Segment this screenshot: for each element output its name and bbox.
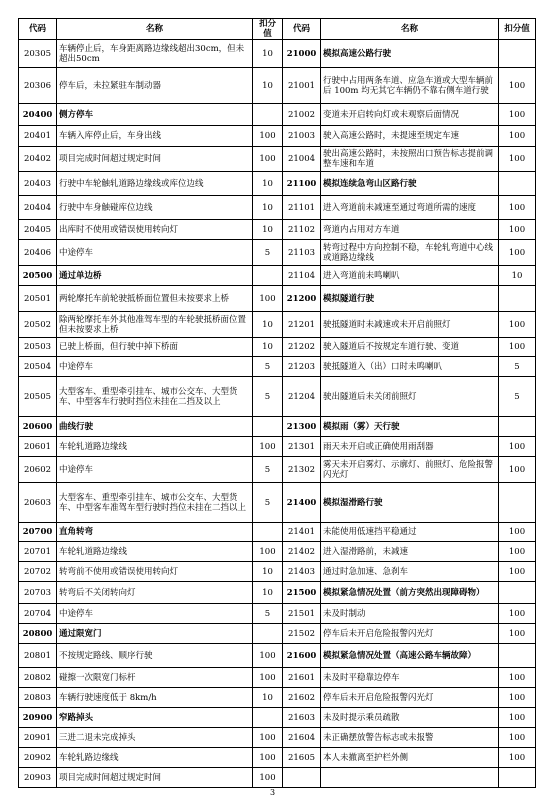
- right-points-cell: 100: [499, 457, 536, 483]
- right-points-cell: 100: [499, 728, 536, 748]
- right-code-cell: 21502: [283, 624, 321, 644]
- right-name-cell: 未能使用低速挡平稳通过: [321, 523, 499, 542]
- left-name-cell: 直角转弯: [57, 523, 253, 542]
- left-code-cell: 20703: [19, 582, 57, 604]
- left-points-cell: 100: [253, 437, 283, 457]
- left-code-cell: 20400: [19, 104, 57, 126]
- right-code-cell: 21605: [283, 748, 321, 768]
- right-code-cell: 21600: [283, 644, 321, 668]
- left-name-cell: 项目完成时间超过规定时间: [57, 768, 253, 788]
- left-points-cell: 10: [253, 688, 283, 708]
- left-points-cell: 100: [253, 748, 283, 768]
- left-points-cell: 10: [253, 220, 283, 240]
- table-row: [19, 266, 536, 286]
- left-points-cell: 5: [253, 240, 283, 266]
- table-row: [19, 748, 536, 768]
- right-code-cell: 21004: [283, 147, 321, 172]
- left-code-cell: 20700: [19, 523, 57, 542]
- table-row: [19, 624, 536, 644]
- left-code-cell: 20801: [19, 644, 57, 668]
- table-row: [19, 523, 536, 542]
- right-name-cell: 驶出高速公路时，未按照出口预告标志提前调整车速和车道: [321, 147, 499, 172]
- right-name-cell: [321, 768, 499, 788]
- right-code-cell: 21400: [283, 483, 321, 523]
- left-name-cell: 转弯前不使用或错误使用转向灯: [57, 562, 253, 582]
- right-code-cell: 21200: [283, 286, 321, 312]
- left-points-cell: 5: [253, 604, 283, 624]
- right-points-cell: [499, 483, 536, 523]
- left-code-cell: 20901: [19, 728, 57, 748]
- right-points-cell: 100: [499, 542, 536, 562]
- right-points-cell: 100: [499, 104, 536, 126]
- left-name-cell: 车轮轧路边缘线: [57, 748, 253, 768]
- right-points-cell: 100: [499, 562, 536, 582]
- header-name-right: 名称: [321, 19, 499, 40]
- table-row: [19, 688, 536, 708]
- left-name-cell: 曲线行驶: [57, 417, 253, 437]
- table-row: [19, 417, 536, 437]
- table-row: [19, 562, 536, 582]
- right-name-cell: 未及时制动: [321, 604, 499, 624]
- header-name-left: 名称: [57, 19, 253, 40]
- left-points-cell: 100: [253, 126, 283, 147]
- right-name-cell: 驶抵隧道时未减速或未开启前照灯: [321, 312, 499, 338]
- header-points-left: 扣分值: [253, 19, 283, 40]
- left-name-cell: 项目完成时间超过规定时间: [57, 147, 253, 172]
- table-row: [19, 708, 536, 728]
- left-code-cell: 20405: [19, 220, 57, 240]
- right-name-cell: 未正确摆放警告标志或未报警: [321, 728, 499, 748]
- table-row: [19, 68, 536, 104]
- table-row: [19, 728, 536, 748]
- left-points-cell: [253, 708, 283, 728]
- right-code-cell: [283, 768, 321, 788]
- left-name-cell: 车辆行驶速度低于 8km/h: [57, 688, 253, 708]
- left-points-cell: 10: [253, 172, 283, 196]
- right-points-cell: 100: [499, 147, 536, 172]
- left-points-cell: 10: [253, 338, 283, 357]
- right-points-cell: 100: [499, 240, 536, 266]
- table-row: [19, 40, 536, 68]
- right-points-cell: 100: [499, 220, 536, 240]
- left-points-cell: [253, 523, 283, 542]
- left-points-cell: 5: [253, 457, 283, 483]
- left-name-cell: 中途停车: [57, 457, 253, 483]
- left-code-cell: 20802: [19, 668, 57, 688]
- right-points-cell: 100: [499, 668, 536, 688]
- right-code-cell: 21104: [283, 266, 321, 286]
- table-body: [19, 40, 536, 788]
- right-code-cell: 21602: [283, 688, 321, 708]
- table-row: [19, 126, 536, 147]
- table-row: [19, 312, 536, 338]
- right-points-cell: [499, 286, 536, 312]
- right-name-cell: 未及时提示乘员疏散: [321, 708, 499, 728]
- left-name-cell: 车轮轧道路边缘线: [57, 542, 253, 562]
- left-name-cell: 窄路掉头: [57, 708, 253, 728]
- left-name-cell: 停车后，未拉紧驻车制动器: [57, 68, 253, 104]
- right-points-cell: [499, 40, 536, 68]
- table-row: [19, 377, 536, 417]
- right-name-cell: 雨天未开启或正确使用雨刮器: [321, 437, 499, 457]
- left-points-cell: 100: [253, 147, 283, 172]
- right-name-cell: 驶入隧道后不按规定车道行驶、变道: [321, 338, 499, 357]
- right-name-cell: 进入湿滑路前，未减速: [321, 542, 499, 562]
- left-code-cell: 20601: [19, 437, 57, 457]
- left-name-cell: 行驶中车轮触轧道路边缘线或库位边线: [57, 172, 253, 196]
- left-code-cell: 20402: [19, 147, 57, 172]
- left-points-cell: 10: [253, 312, 283, 338]
- right-name-cell: 弯道内占用对方车道: [321, 220, 499, 240]
- left-points-cell: 100: [253, 542, 283, 562]
- right-name-cell: 驶抵隧道入（出）口时未鸣喇叭: [321, 357, 499, 377]
- right-code-cell: 21102: [283, 220, 321, 240]
- right-code-cell: 21402: [283, 542, 321, 562]
- left-points-cell: 100: [253, 286, 283, 312]
- right-points-cell: 100: [499, 523, 536, 542]
- left-name-cell: 两轮摩托车前轮驶抵桥面位置但未按要求上桥: [57, 286, 253, 312]
- left-points-cell: [253, 104, 283, 126]
- right-code-cell: 21100: [283, 172, 321, 196]
- left-points-cell: 100: [253, 644, 283, 668]
- right-name-cell: 本人未撤离至护栏外侧: [321, 748, 499, 768]
- right-name-cell: 模拟紧急情况处置（前方突然出现障碍物）: [321, 582, 499, 604]
- right-name-cell: 进入弯道前未鸣喇叭: [321, 266, 499, 286]
- left-name-cell: 通过限宽门: [57, 624, 253, 644]
- right-code-cell: 21101: [283, 196, 321, 220]
- table-header-row: [19, 19, 536, 40]
- right-code-cell: 21103: [283, 240, 321, 266]
- left-name-cell: 行驶中车身触碰库位边线: [57, 196, 253, 220]
- right-code-cell: 21501: [283, 604, 321, 624]
- table-row: [19, 286, 536, 312]
- left-code-cell: 20306: [19, 68, 57, 104]
- table-row: [19, 768, 536, 788]
- right-points-cell: 5: [499, 377, 536, 417]
- right-code-cell: 21203: [283, 357, 321, 377]
- left-name-cell: 车轮轧道路边缘线: [57, 437, 253, 457]
- left-points-cell: [253, 624, 283, 644]
- table-row: [19, 437, 536, 457]
- right-points-cell: 100: [499, 708, 536, 728]
- right-name-cell: 未及时平稳靠边停车: [321, 668, 499, 688]
- right-points-cell: 100: [499, 688, 536, 708]
- right-name-cell: 转弯过程中方向控制不稳，车轮轧弯道中心线或道路边缘线: [321, 240, 499, 266]
- left-points-cell: 10: [253, 68, 283, 104]
- left-name-cell: 车辆停止后，车身距离路边缘线超出30cm，但未超出50cm: [57, 40, 253, 68]
- right-points-cell: [499, 172, 536, 196]
- right-points-cell: [499, 768, 536, 788]
- left-points-cell: 10: [253, 40, 283, 68]
- right-points-cell: 100: [499, 196, 536, 220]
- table-row: [19, 357, 536, 377]
- table-row: [19, 542, 536, 562]
- right-code-cell: 21000: [283, 40, 321, 68]
- right-points-cell: [499, 417, 536, 437]
- right-points-cell: 5: [499, 357, 536, 377]
- table-row: [19, 172, 536, 196]
- left-code-cell: 20305: [19, 40, 57, 68]
- table-row: [19, 104, 536, 126]
- left-code-cell: 20502: [19, 312, 57, 338]
- right-points-cell: 100: [499, 604, 536, 624]
- left-code-cell: 20600: [19, 417, 57, 437]
- table-row: [19, 644, 536, 668]
- right-points-cell: 100: [499, 338, 536, 357]
- left-name-cell: 转弯后不关闭转向灯: [57, 582, 253, 604]
- left-points-cell: 100: [253, 728, 283, 748]
- left-points-cell: 100: [253, 668, 283, 688]
- left-points-cell: 5: [253, 483, 283, 523]
- left-points-cell: 10: [253, 562, 283, 582]
- right-code-cell: 21500: [283, 582, 321, 604]
- table-row: [19, 220, 536, 240]
- left-code-cell: 20403: [19, 172, 57, 196]
- left-code-cell: 20401: [19, 126, 57, 147]
- right-code-cell: 21401: [283, 523, 321, 542]
- left-code-cell: 20406: [19, 240, 57, 266]
- right-code-cell: 21003: [283, 126, 321, 147]
- right-name-cell: 模拟连续急弯山区路行驶: [321, 172, 499, 196]
- right-name-cell: 变道未开启转向灯或未观察后面情况: [321, 104, 499, 126]
- right-points-cell: [499, 582, 536, 604]
- left-name-cell: 中途停车: [57, 357, 253, 377]
- scoring-table-sheet: [18, 18, 535, 788]
- left-code-cell: 20500: [19, 266, 57, 286]
- right-points-cell: 100: [499, 748, 536, 768]
- left-code-cell: 20902: [19, 748, 57, 768]
- right-name-cell: 通过时急加速、急刹车: [321, 562, 499, 582]
- right-code-cell: 21302: [283, 457, 321, 483]
- right-code-cell: 21002: [283, 104, 321, 126]
- left-name-cell: 碰擦一次限宽门标杆: [57, 668, 253, 688]
- right-name-cell: 行驶中占用两条车道、应急车道或大型车辆前后 100m 均无其它车辆仍不靠右侧车道行驶: [321, 68, 499, 104]
- right-name-cell: 雾天未开启雾灯、示廓灯、前照灯、危险报警闪光灯: [321, 457, 499, 483]
- table-row: [19, 483, 536, 523]
- right-points-cell: 100: [499, 126, 536, 147]
- right-name-cell: 停车后未开启危险报警闪光灯: [321, 624, 499, 644]
- page-number: 3: [270, 788, 276, 797]
- left-points-cell: 10: [253, 582, 283, 604]
- right-name-cell: 模拟雨（雾）天行驶: [321, 417, 499, 437]
- left-code-cell: 20803: [19, 688, 57, 708]
- header-code-left: 代码: [19, 19, 57, 40]
- right-name-cell: 驶入高速公路时，未提速至规定车速: [321, 126, 499, 147]
- table-row: [19, 338, 536, 357]
- right-points-cell: 100: [499, 437, 536, 457]
- header-code-right: 代码: [283, 19, 321, 40]
- left-code-cell: 20900: [19, 708, 57, 728]
- right-code-cell: 21204: [283, 377, 321, 417]
- right-code-cell: 21202: [283, 338, 321, 357]
- left-code-cell: 20903: [19, 768, 57, 788]
- left-points-cell: 100: [253, 768, 283, 788]
- right-code-cell: 21300: [283, 417, 321, 437]
- left-name-cell: 通过单边桥: [57, 266, 253, 286]
- left-code-cell: 20501: [19, 286, 57, 312]
- right-name-cell: 驶出隧道后未关闭前照灯: [321, 377, 499, 417]
- table-row: [19, 147, 536, 172]
- table-row: [19, 604, 536, 624]
- left-code-cell: 20800: [19, 624, 57, 644]
- right-points-cell: [499, 644, 536, 668]
- table-row: [19, 196, 536, 220]
- left-code-cell: 20603: [19, 483, 57, 523]
- table-row: [19, 240, 536, 266]
- left-name-cell: 中途停车: [57, 604, 253, 624]
- deduction-table: [18, 18, 536, 788]
- left-code-cell: 20504: [19, 357, 57, 377]
- right-name-cell: 模拟隧道行驶: [321, 286, 499, 312]
- left-points-cell: 10: [253, 196, 283, 220]
- right-code-cell: 21403: [283, 562, 321, 582]
- table-row: [19, 582, 536, 604]
- left-name-cell: 除两轮摩托车外其他准驾车型的车轮驶抵桥面位置但未按要求上桥: [57, 312, 253, 338]
- left-name-cell: 已驶上桥面，但行驶中掉下桥面: [57, 338, 253, 357]
- left-points-cell: [253, 266, 283, 286]
- left-code-cell: 20702: [19, 562, 57, 582]
- right-points-cell: 100: [499, 68, 536, 104]
- right-points-cell: 10: [499, 266, 536, 286]
- right-points-cell: 100: [499, 624, 536, 644]
- left-name-cell: 出库时不使用或错误使用转向灯: [57, 220, 253, 240]
- left-code-cell: 20704: [19, 604, 57, 624]
- left-code-cell: 20602: [19, 457, 57, 483]
- right-code-cell: 21201: [283, 312, 321, 338]
- right-name-cell: 停车后未开启危险报警闪光灯: [321, 688, 499, 708]
- left-points-cell: 5: [253, 357, 283, 377]
- table-row: [19, 668, 536, 688]
- right-code-cell: 21301: [283, 437, 321, 457]
- left-name-cell: 大型客车、重型牵引挂车、城市公交车、大型货车、中型客车行驶时挡位未挂在二挡及以上: [57, 377, 253, 417]
- right-name-cell: 模拟紧急情况处置（高速公路车辆故障）: [321, 644, 499, 668]
- table-row: [19, 457, 536, 483]
- right-name-cell: 模拟高速公路行驶: [321, 40, 499, 68]
- right-code-cell: 21001: [283, 68, 321, 104]
- left-points-cell: 5: [253, 377, 283, 417]
- header-points-right: 扣分值: [499, 19, 536, 40]
- left-name-cell: 中途停车: [57, 240, 253, 266]
- left-code-cell: 20701: [19, 542, 57, 562]
- right-name-cell: 模拟湿滑路行驶: [321, 483, 499, 523]
- left-name-cell: 不按规定路线、顺序行驶: [57, 644, 253, 668]
- left-code-cell: 20503: [19, 338, 57, 357]
- left-name-cell: 大型客车、重型牵引挂车、城市公交车、大型货车、中型客车准驾车型行驶时挡位未挂在二挡以上: [57, 483, 253, 523]
- right-points-cell: 100: [499, 312, 536, 338]
- right-name-cell: 进入弯道前未减速至通过弯道所需的速度: [321, 196, 499, 220]
- right-code-cell: 21604: [283, 728, 321, 748]
- left-points-cell: [253, 417, 283, 437]
- left-name-cell: 三进二退未完成掉头: [57, 728, 253, 748]
- left-code-cell: 20404: [19, 196, 57, 220]
- left-name-cell: 侧方停车: [57, 104, 253, 126]
- left-name-cell: 车辆入库停止后，车身出线: [57, 126, 253, 147]
- right-code-cell: 21603: [283, 708, 321, 728]
- right-code-cell: 21601: [283, 668, 321, 688]
- left-code-cell: 20505: [19, 377, 57, 417]
